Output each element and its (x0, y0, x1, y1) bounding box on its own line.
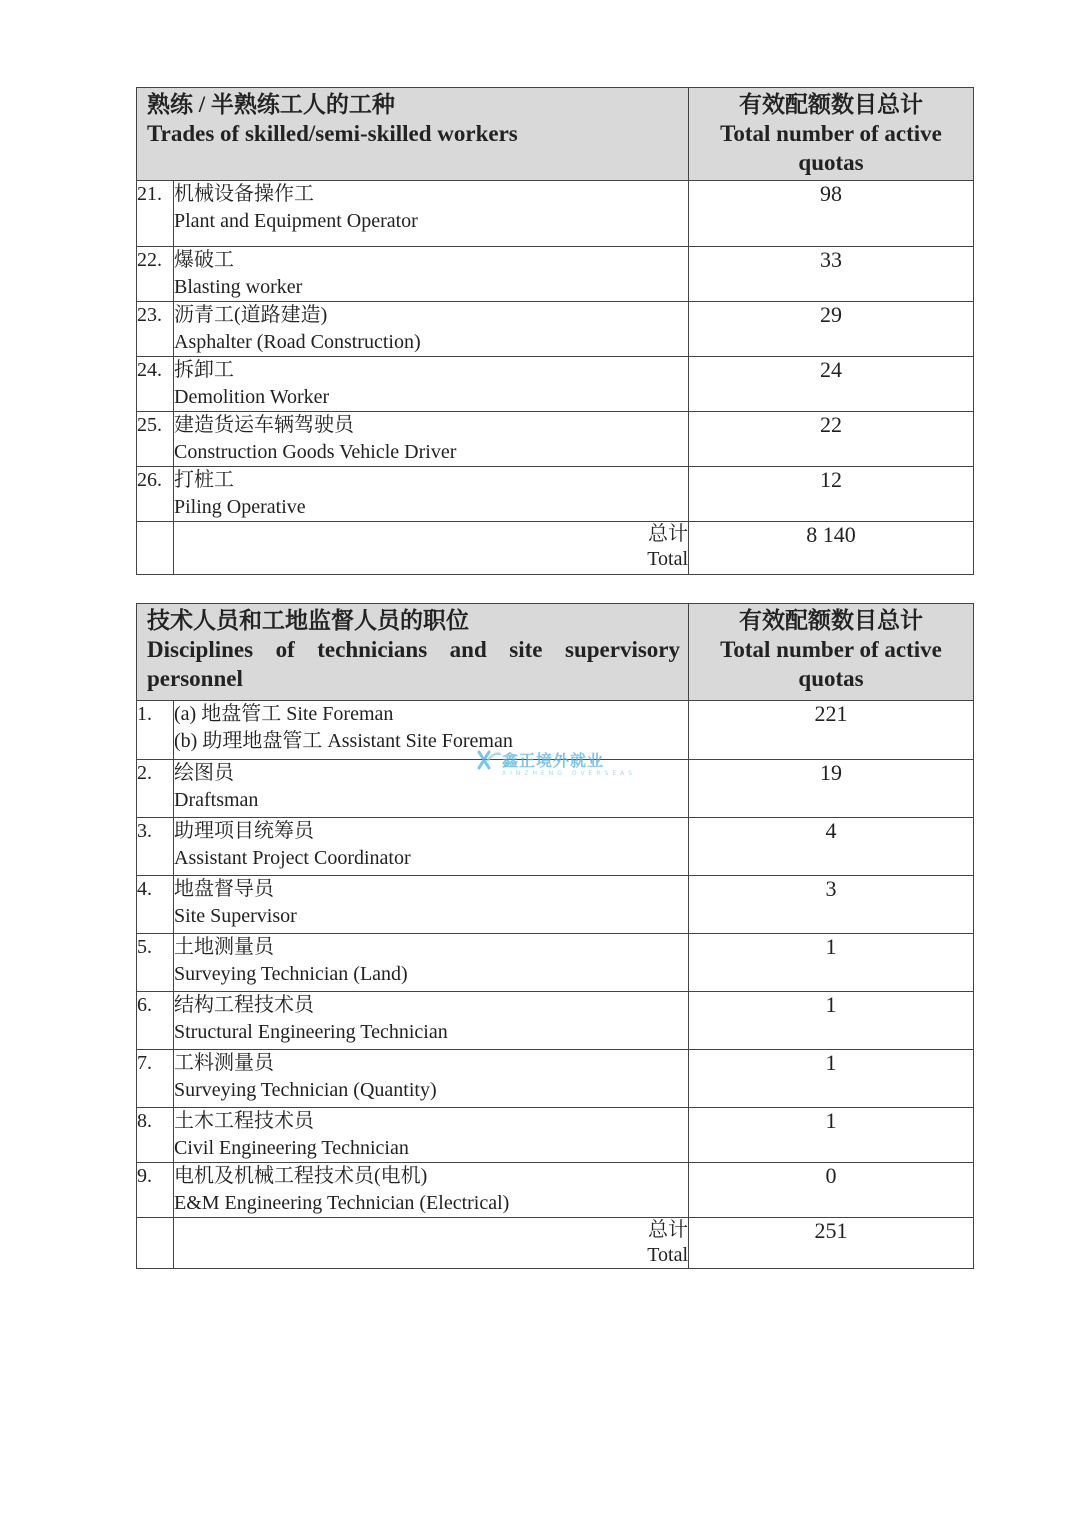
discipline-name (174, 1108, 689, 1163)
table-row (137, 467, 974, 522)
table-row (137, 934, 974, 992)
table-row (137, 247, 974, 302)
trade-name-zh: 建造货运车辆驾驶员 (174, 414, 354, 436)
discipline-name (174, 1050, 689, 1108)
discipline-name-zh: 电机及机械工程技术员(电机) (174, 1165, 428, 1187)
quota-value: 33 (689, 247, 974, 302)
quota-value: 221 (689, 701, 974, 760)
watermark-name-en: XINZHENG OVERSEAS (502, 770, 637, 777)
discipline-name-zh: 土木工程技术员 (174, 1110, 314, 1132)
row-number: 9. (137, 1163, 174, 1218)
discipline-name-zh: 结构工程技术员 (174, 994, 314, 1016)
row-number: 2. (137, 760, 174, 818)
trade-name (174, 247, 689, 302)
row-number: 7. (137, 1050, 174, 1108)
quota-value: 1 (689, 1108, 974, 1163)
trade-name-en: Demolition Worker (174, 386, 330, 408)
table-row (137, 1108, 974, 1163)
category-header (137, 88, 689, 181)
quota-count-header-zh: 有效配额数目总计 (739, 92, 924, 117)
discipline-name-en: Civil Engineering Technician (174, 1137, 409, 1159)
category-header-zh: 熟练 / 半熟练工人的工种 (147, 92, 395, 117)
trade-name-zh: 爆破工 (174, 249, 234, 271)
quota-value: 0 (689, 1163, 974, 1218)
row-number: 25. (137, 412, 174, 467)
discipline-name-en: E&M Engineering Technician (Electrical) (174, 1192, 510, 1214)
row-number: 6. (137, 992, 174, 1050)
row-number: 5. (137, 934, 174, 992)
row-number: 21. (137, 181, 174, 247)
discipline-name (174, 1163, 689, 1218)
table-row (137, 818, 974, 876)
category-header (137, 604, 689, 701)
row-number: 4. (137, 876, 174, 934)
quota-value: 4 (689, 818, 974, 876)
discipline-name-zh: 绘图员 (174, 762, 234, 784)
total-row (137, 1218, 974, 1269)
discipline-name-en: Draftsman (174, 789, 259, 811)
category-header-en: Trades of skilled/semi-skilled workers (147, 121, 518, 146)
quota-value: 19 (689, 760, 974, 818)
watermark-name-zh: 鑫正境外就业 (502, 751, 605, 770)
trade-name-en: Plant and Equipment Operator (174, 210, 418, 232)
discipline-name-zh: 工料测量员 (174, 1052, 274, 1074)
trade-name-en: Construction Goods Vehicle Driver (174, 441, 457, 463)
quota-count-header-zh: 有效配额数目总计 (739, 608, 924, 633)
discipline-name-zh: 地盘督导员 (174, 878, 274, 900)
row-number: 24. (137, 357, 174, 412)
row-number: 3. (137, 818, 174, 876)
company-logo-icon (476, 748, 502, 772)
row-number: 26. (137, 467, 174, 522)
table-row (137, 302, 974, 357)
quota-count-header (689, 604, 974, 701)
trade-name-zh: 沥青工(道路建造) (174, 304, 328, 326)
watermark (476, 748, 637, 782)
trade-name-en: Piling Operative (174, 496, 306, 518)
discipline-name-en: Structural Engineering Technician (174, 1021, 448, 1043)
row-number: 8. (137, 1108, 174, 1163)
table-header-row (137, 604, 974, 701)
trade-name (174, 181, 689, 247)
total-label (174, 522, 689, 575)
trade-name-en: Blasting worker (174, 276, 303, 298)
quota-value: 24 (689, 357, 974, 412)
discipline-line-b: (b) 助理地盘管工 Assistant Site Foreman (174, 730, 513, 752)
trade-name-en: Asphalter (Road Construction) (174, 331, 421, 353)
table-row (137, 1163, 974, 1218)
quota-count-header (689, 88, 974, 181)
total-label-zh: 总计 (648, 1219, 689, 1241)
trade-name (174, 467, 689, 522)
row-number: 1. (137, 701, 174, 760)
trade-name (174, 302, 689, 357)
discipline-name (174, 934, 689, 992)
skilled-workers-quota-table (136, 87, 974, 575)
total-value: 8 140 (689, 522, 974, 575)
technicians-quota-table (136, 603, 974, 1269)
table-row (137, 876, 974, 934)
table-row (137, 992, 974, 1050)
total-label-en: Total (647, 548, 689, 570)
empty-cell (137, 1218, 174, 1269)
trade-name-zh: 机械设备操作工 (174, 183, 314, 205)
trade-name (174, 357, 689, 412)
discipline-name (174, 818, 689, 876)
discipline-name-zh: 土地测量员 (174, 936, 274, 958)
quota-count-header-en: Total number of active quotas (720, 121, 942, 175)
table-row (137, 357, 974, 412)
total-label-zh: 总计 (648, 523, 689, 545)
discipline-name-en: Assistant Project Coordinator (174, 847, 411, 869)
total-label-en: Total (647, 1244, 689, 1266)
discipline-name-en: Surveying Technician (Land) (174, 963, 408, 985)
quota-value: 98 (689, 181, 974, 247)
row-number: 22. (137, 247, 174, 302)
quota-value: 1 (689, 1050, 974, 1108)
quota-value: 1 (689, 934, 974, 992)
discipline-name (174, 992, 689, 1050)
total-label (174, 1218, 689, 1269)
trade-name-zh: 打桩工 (174, 469, 234, 491)
discipline-name-en: Site Supervisor (174, 905, 297, 927)
total-row (137, 522, 974, 575)
total-value: 251 (689, 1218, 974, 1269)
quota-value: 29 (689, 302, 974, 357)
trade-name-zh: 拆卸工 (174, 359, 234, 381)
quota-count-header-en: Total number of active quotas (720, 637, 942, 691)
quota-value: 3 (689, 876, 974, 934)
discipline-name (174, 876, 689, 934)
table-row (137, 1050, 974, 1108)
quota-value: 22 (689, 412, 974, 467)
row-number: 23. (137, 302, 174, 357)
table-row (137, 412, 974, 467)
category-header-zh: 技术人员和工地监督人员的职位 (147, 608, 469, 633)
trade-name (174, 412, 689, 467)
quota-value: 12 (689, 467, 974, 522)
quota-value: 1 (689, 992, 974, 1050)
discipline-name-zh: 助理项目统筹员 (174, 820, 314, 842)
empty-cell (137, 522, 174, 575)
discipline-name-en: Surveying Technician (Quantity) (174, 1079, 437, 1101)
table-row (137, 181, 974, 247)
table-header-row (137, 88, 974, 181)
category-header-en: Disciplines of technicians and site supervisory personnel (147, 637, 681, 691)
discipline-line-a: (a) 地盘管工 Site Foreman (174, 703, 394, 725)
